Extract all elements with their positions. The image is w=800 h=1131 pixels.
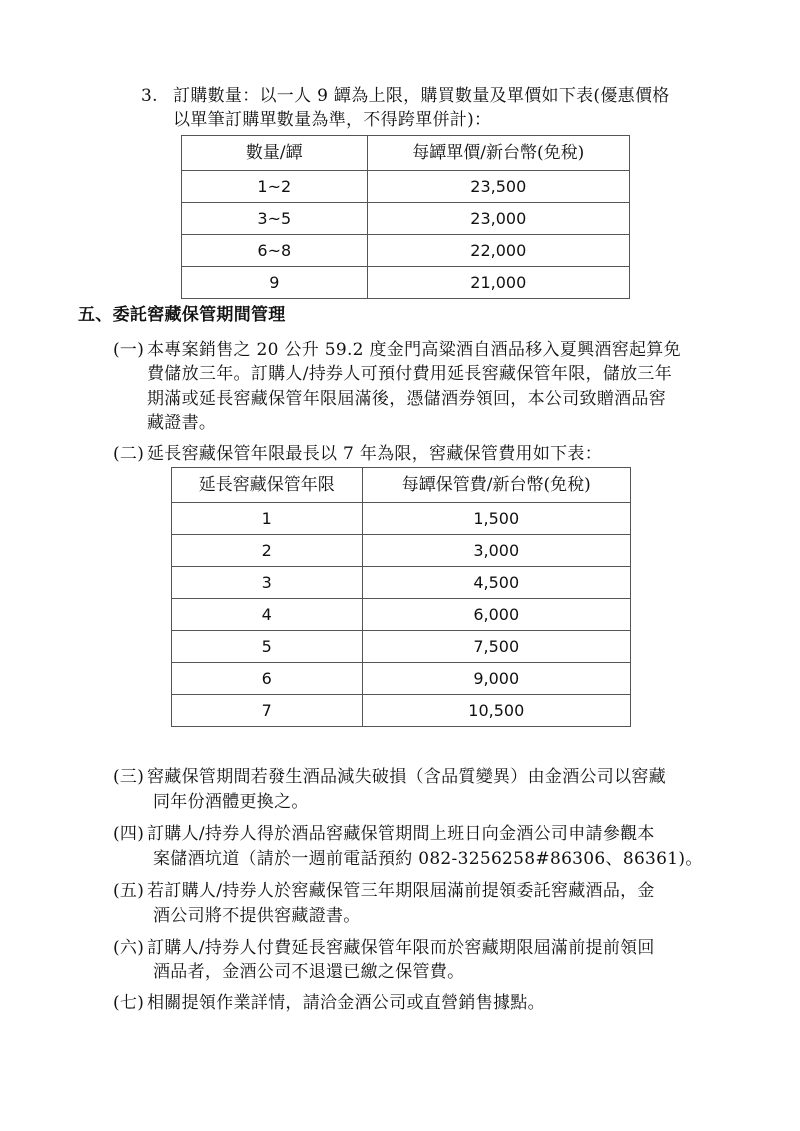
paragraph-7-line1: 相關提領作業詳情，請洽金酒公司或直營銷售據點。: [147, 993, 545, 1013]
table-row: [172, 503, 631, 535]
price-table: [181, 135, 630, 299]
price-table-cell-quantity: 6~8: [182, 235, 368, 267]
paragraph-1-line4: 藏證書。: [147, 413, 217, 433]
table-row: [172, 599, 631, 631]
paragraph-3-line2: 同年份酒體更換之。: [153, 792, 309, 812]
paragraph-5-line1: 若訂購人/持券人於窖藏保管三年期限屆滿前提領委託窖藏酒品，金: [147, 881, 655, 901]
paragraph-2-line1: 延長窖藏保管年限最長以 7 年為限，窖藏保管費用如下表：: [147, 444, 603, 464]
fee-table-header-fee: 每罈保管費/新台幣(免稅): [362, 468, 630, 503]
fee-table-cell-fee: 3,000: [362, 535, 630, 567]
table-row: [172, 695, 631, 727]
paragraph-label-3: (三): [113, 767, 145, 787]
paragraph-label-6: (六): [113, 938, 145, 958]
paragraph-5-line2: 酒公司將不提供窖藏證書。: [153, 906, 361, 926]
price-table-cell-price: 21,000: [367, 267, 629, 299]
price-table-cell-quantity: 9: [182, 267, 368, 299]
fee-table-cell-fee: 1,500: [362, 503, 630, 535]
paragraph-label-7: (七): [113, 993, 145, 1013]
fee-table-cell-fee: 7,500: [362, 631, 630, 663]
fee-table-cell-years: 1: [172, 503, 363, 535]
paragraph-4-line1: 訂購人/持券人得於酒品窖藏保管期間上班日向金酒公司申請參觀本: [147, 824, 655, 844]
fee-table-cell-fee: 6,000: [362, 599, 630, 631]
price-table-cell-quantity: 3~5: [182, 203, 368, 235]
paragraph-label-1: (一): [113, 340, 145, 360]
table-row: [172, 567, 631, 599]
section-heading: 五、委託窖藏保管期間管理: [78, 305, 286, 325]
paragraph-4-line2: 案儲酒坑道（請於一週前電話預約 082-3256258#86306、86361)。: [153, 849, 703, 869]
fee-table: [171, 467, 631, 727]
fee-table-cell-years: 5: [172, 631, 363, 663]
paragraph-3-line1: 窖藏保管期間若發生酒品減失破損（含品質變異）由金酒公司以窖藏: [147, 767, 666, 787]
table-row: [172, 631, 631, 663]
paragraph-label-2: (二): [113, 444, 145, 464]
paragraph-label-5: (五): [113, 881, 145, 901]
price-table-cell-price: 23,500: [367, 171, 629, 203]
fee-table-cell-fee: 9,000: [362, 663, 630, 695]
paragraph-1-line1: 本專案銷售之 20 公升 59.2 度金門高粱酒自酒品移入夏興酒窖起算免: [147, 340, 681, 360]
fee-table-cell-fee: 10,500: [362, 695, 630, 727]
table-row: [182, 235, 630, 267]
order-quantity-text-line2: 以單筆訂購單數量為準，不得跨單併計)：: [173, 110, 492, 130]
paragraph-label-4: (四): [113, 824, 145, 844]
price-table-header-unit-price: 每罈單價/新台幣(免稅): [367, 136, 629, 171]
fee-table-cell-years: 4: [172, 599, 363, 631]
table-row: [182, 203, 630, 235]
fee-table-cell-years: 6: [172, 663, 363, 695]
fee-table-cell-years: 3: [172, 567, 363, 599]
fee-table-header-row: [172, 468, 631, 503]
order-quantity-text-line1: 訂購數量：以一人 9 罈為上限，購買數量及單價如下表(優惠價格: [173, 86, 670, 106]
fee-table-cell-fee: 4,500: [362, 567, 630, 599]
paragraph-1-line3: 期滿或延長窖藏保管年限屆滿後，憑儲酒券領回，本公司致贈酒品窖: [147, 389, 666, 409]
table-row: [182, 171, 630, 203]
fee-table-cell-years: 2: [172, 535, 363, 567]
price-table-header-quantity: 數量/罈: [182, 136, 368, 171]
paragraph-6-line1: 訂購人/持券人付費延長窖藏保管年限而於窖藏期限屆滿前提前領回: [147, 938, 655, 958]
table-row: [172, 535, 631, 567]
item-number: 3.: [141, 86, 158, 106]
fee-table-header-years: 延長窖藏保管年限: [172, 468, 363, 503]
paragraph-6-line2: 酒品者，金酒公司不退還已繳之保管費。: [153, 962, 465, 982]
price-table-cell-price: 22,000: [367, 235, 629, 267]
table-row: [182, 267, 630, 299]
paragraph-1-line2: 費儲放三年。訂購人/持券人可預付費用延長窖藏保管年限，儲放三年: [147, 364, 673, 384]
price-table-cell-price: 23,000: [367, 203, 629, 235]
table-row: [172, 663, 631, 695]
price-table-header-row: [182, 136, 630, 171]
fee-table-cell-years: 7: [172, 695, 363, 727]
price-table-cell-quantity: 1~2: [182, 171, 368, 203]
